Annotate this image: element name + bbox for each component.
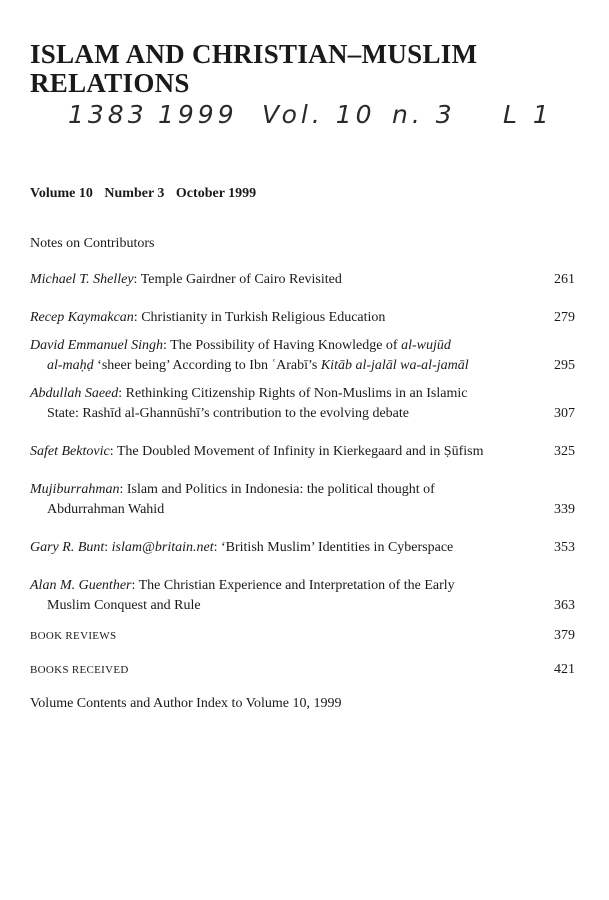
entry-page: 325: [554, 444, 575, 459]
issue-line: [30, 186, 264, 202]
entry-title-part: Rethinking Citizenship Rights of Non-Muslims in an Islamic: [125, 386, 468, 401]
toc-entry: Gary R. Bunt: islam@britain.net: ‘British Muslim’ Identities in Cyberspace 353: [30, 538, 575, 558]
entry-title-italic: Kitāb al-jalāl wa-al-jamāl: [320, 358, 469, 373]
handwritten-shelf: L 1: [503, 100, 553, 129]
entry-page: 295: [554, 358, 575, 373]
entry-author: David Emmanuel Singh: [30, 338, 163, 353]
toc-entry: Safet Bektovic: The Doubled Movement of Infinity in Kierkegaard and in Ṣūfism 325: [30, 442, 575, 462]
issue-volume: Volume 10: [30, 186, 93, 201]
entry-title-part: The Christian Experience and Interpretation of the Early: [138, 578, 455, 593]
journal-title-line1: ISLAM AND CHRISTIAN–MUSLIM: [30, 39, 478, 69]
entry-author: Alan M. Guenther: [30, 578, 132, 593]
toc-entry: Alan M. Guenther: The Christian Experience and Interpretation of the Early Muslim Conquest and Rule 363: [30, 576, 575, 616]
entry-title-part: ‘British Muslim’ Identities in Cyberspace: [220, 540, 454, 555]
entry-title-italic: islam@britain.net: [111, 540, 214, 555]
entry-page: 339: [554, 502, 575, 517]
entry-author: Abdullah Saeed: [30, 386, 119, 401]
entry-page: 307: [554, 406, 575, 421]
notes-on-contributors: Notes on Contributors: [30, 236, 155, 251]
entry-title-part: State: Rashīd al-Ghannūshī’s contribution to the evolving debate: [47, 406, 409, 421]
journal-title: [30, 40, 570, 98]
entry-author: Mujiburrahman: [30, 482, 120, 497]
entry-page: 261: [554, 272, 575, 287]
entry-title: Christianity in Turkish Religious Education: [141, 310, 386, 325]
volume-contents-index: Volume Contents and Author Index to Volume 10, 1999: [30, 696, 342, 711]
issue-number: Number 3: [104, 186, 165, 201]
handwritten-volume: Vol. 10: [262, 100, 376, 129]
toc-entry: Mujiburrahman: Islam and Politics in Indonesia: the political thought of Abdurrahman Wahid 339: [30, 480, 575, 520]
toc-entry: Recep Kaymakcan: Christianity in Turkish Religious Education 279: [30, 308, 575, 328]
entry-title: The Doubled Movement of Infinity in Kierkegaard and in Ṣūfism: [116, 444, 484, 459]
toc-entry: Michael T. Shelley: Temple Gairdner of Cairo Revisited 261: [30, 270, 575, 290]
entry-title-italic: al-wujūd: [401, 338, 451, 353]
entry-title-part: Muslim Conquest and Rule: [47, 598, 201, 613]
journal-title-line2: RELATIONS: [30, 68, 190, 98]
entry-title-part: The Possibility of Having Knowledge of: [170, 338, 402, 353]
issue-date: October 1999: [175, 186, 257, 201]
entry-title-part: Islam and Politics in Indonesia: the political thought of: [126, 482, 435, 497]
entry-title: Temple Gairdner of Cairo Revisited: [140, 272, 342, 287]
book-reviews-entry: [30, 626, 575, 646]
entry-author: Safet Bektovic: [30, 444, 110, 459]
entry-page: 353: [554, 540, 575, 555]
books-received-entry: [30, 660, 575, 680]
books-received-label: BOOKS RECEIVED: [30, 664, 129, 676]
entry-page: 363: [554, 598, 575, 613]
handwritten-number: n. 3: [392, 100, 456, 129]
entry-author: Recep Kaymakcan: [30, 310, 134, 325]
handwritten-year: 1999: [158, 100, 238, 129]
entry-title-part: Abdurrahman Wahid: [47, 502, 165, 517]
entry-author: Michael T. Shelley: [30, 272, 134, 287]
entry-page: 379: [554, 628, 575, 643]
entry-page: 421: [554, 662, 575, 677]
toc-entry: David Emmanuel Singh: The Possibility of Having Knowledge of al-wujūd al-maḥḍ ‘sheer being’ According to Ibn ʿArabī’s Kitāb al-jalāl wa-al-jamāl 295: [30, 336, 575, 376]
handwritten-annotation: [0, 100, 609, 140]
toc-entry: Abdullah Saeed: Rethinking Citizenship Rights of Non-Muslims in an Islamic State: Rashīd al-Ghannūshī’s contribution to the evolving debate 307: [30, 384, 575, 424]
entry-title-italic: al-maḥḍ: [47, 358, 94, 373]
entry-author: Gary R. Bunt: [30, 540, 105, 555]
entry-page: 279: [554, 310, 575, 325]
book-reviews-label: BOOK REVIEWS: [30, 630, 117, 642]
entry-title-part: ‘sheer being’ According to Ibn ʿArabī’s: [93, 358, 321, 373]
handwritten-code: 1383: [68, 100, 148, 129]
